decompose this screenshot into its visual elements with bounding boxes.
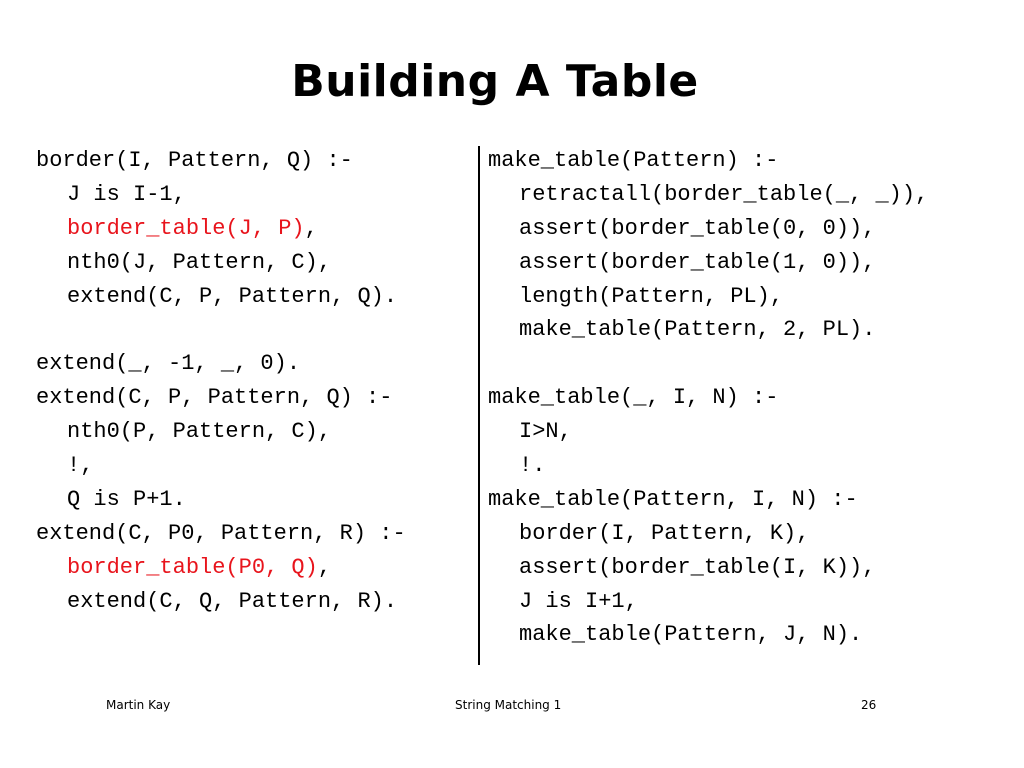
code-text: border(I, Pattern, K), bbox=[519, 520, 810, 546]
code-text: Q is P+1. bbox=[67, 486, 186, 512]
code-text: extend(C, P, Pattern, Q) :- bbox=[36, 385, 393, 411]
footer-topic: String Matching 1 bbox=[455, 698, 562, 712]
column-divider bbox=[478, 146, 480, 665]
code-line bbox=[36, 144, 406, 178]
code-text: assert(border_table(1, 0)), bbox=[519, 249, 876, 275]
code-text: assert(border_table(I, K)), bbox=[519, 554, 876, 580]
code-text: J is I+1, bbox=[519, 588, 638, 614]
slide-title: Building A Table bbox=[291, 56, 699, 107]
code-text: nth0(J, Pattern, C), bbox=[67, 249, 332, 275]
code-text: I>N, bbox=[519, 419, 572, 445]
code-text: extend(C, P0, Pattern, R) :- bbox=[36, 520, 406, 546]
code-text: make_table(Pattern, 2, PL). bbox=[519, 317, 876, 343]
code-line bbox=[36, 178, 406, 212]
code-text: !, bbox=[67, 453, 94, 479]
code-line bbox=[36, 212, 406, 246]
code-line bbox=[488, 415, 928, 449]
code-text: !. bbox=[519, 453, 546, 479]
code-line bbox=[36, 415, 406, 449]
code-line bbox=[488, 551, 928, 585]
code-line bbox=[488, 585, 928, 619]
code-text: make_table(Pattern, J, N). bbox=[519, 622, 863, 648]
code-line bbox=[488, 449, 928, 483]
code-text: extend(C, P, Pattern, Q). bbox=[67, 283, 398, 309]
highlighted-code: border_table(P0, Q) bbox=[67, 554, 318, 580]
code-text: make_table(Pattern) :- bbox=[488, 148, 779, 173]
code-text: extend(_, -1, _, 0). bbox=[36, 351, 301, 377]
code-line bbox=[488, 178, 928, 212]
footer-page-number: 26 bbox=[861, 698, 877, 712]
left-code-block bbox=[36, 144, 406, 618]
code-line bbox=[36, 381, 406, 415]
footer-author: Martin Kay bbox=[106, 698, 171, 712]
code-text: border(I, Pattern, Q) :- bbox=[36, 148, 353, 173]
code-line bbox=[488, 212, 928, 246]
code-line bbox=[36, 313, 406, 347]
code-line bbox=[488, 347, 928, 381]
code-line bbox=[488, 313, 928, 347]
code-punctuation: , bbox=[304, 215, 318, 241]
code-line bbox=[36, 517, 406, 551]
code-line bbox=[36, 551, 406, 585]
code-text: make_table(_, I, N) :- bbox=[488, 385, 779, 411]
code-punctuation: , bbox=[317, 554, 332, 580]
code-text: J is I-1, bbox=[67, 181, 186, 207]
code-line bbox=[488, 483, 928, 517]
code-line bbox=[488, 618, 928, 652]
code-line bbox=[36, 585, 406, 619]
code-line bbox=[36, 246, 406, 280]
code-line bbox=[488, 246, 928, 280]
code-line bbox=[36, 280, 406, 314]
code-line bbox=[488, 517, 928, 551]
code-line bbox=[488, 144, 928, 178]
code-line bbox=[488, 280, 928, 314]
code-line bbox=[36, 483, 406, 517]
right-code-block bbox=[488, 144, 928, 652]
code-line bbox=[36, 347, 406, 381]
code-line bbox=[36, 449, 406, 483]
code-text: assert(border_table(0, 0)), bbox=[519, 215, 876, 241]
code-text: retractall(border_table(_, _)), bbox=[519, 181, 929, 207]
highlighted-code: border_table(J, P) bbox=[67, 215, 305, 241]
code-text: make_table(Pattern, I, N) :- bbox=[488, 486, 858, 512]
code-text: nth0(P, Pattern, C), bbox=[67, 419, 332, 445]
code-line bbox=[488, 381, 928, 415]
code-text: length(Pattern, PL), bbox=[519, 283, 784, 309]
code-text: extend(C, Q, Pattern, R). bbox=[67, 588, 398, 614]
